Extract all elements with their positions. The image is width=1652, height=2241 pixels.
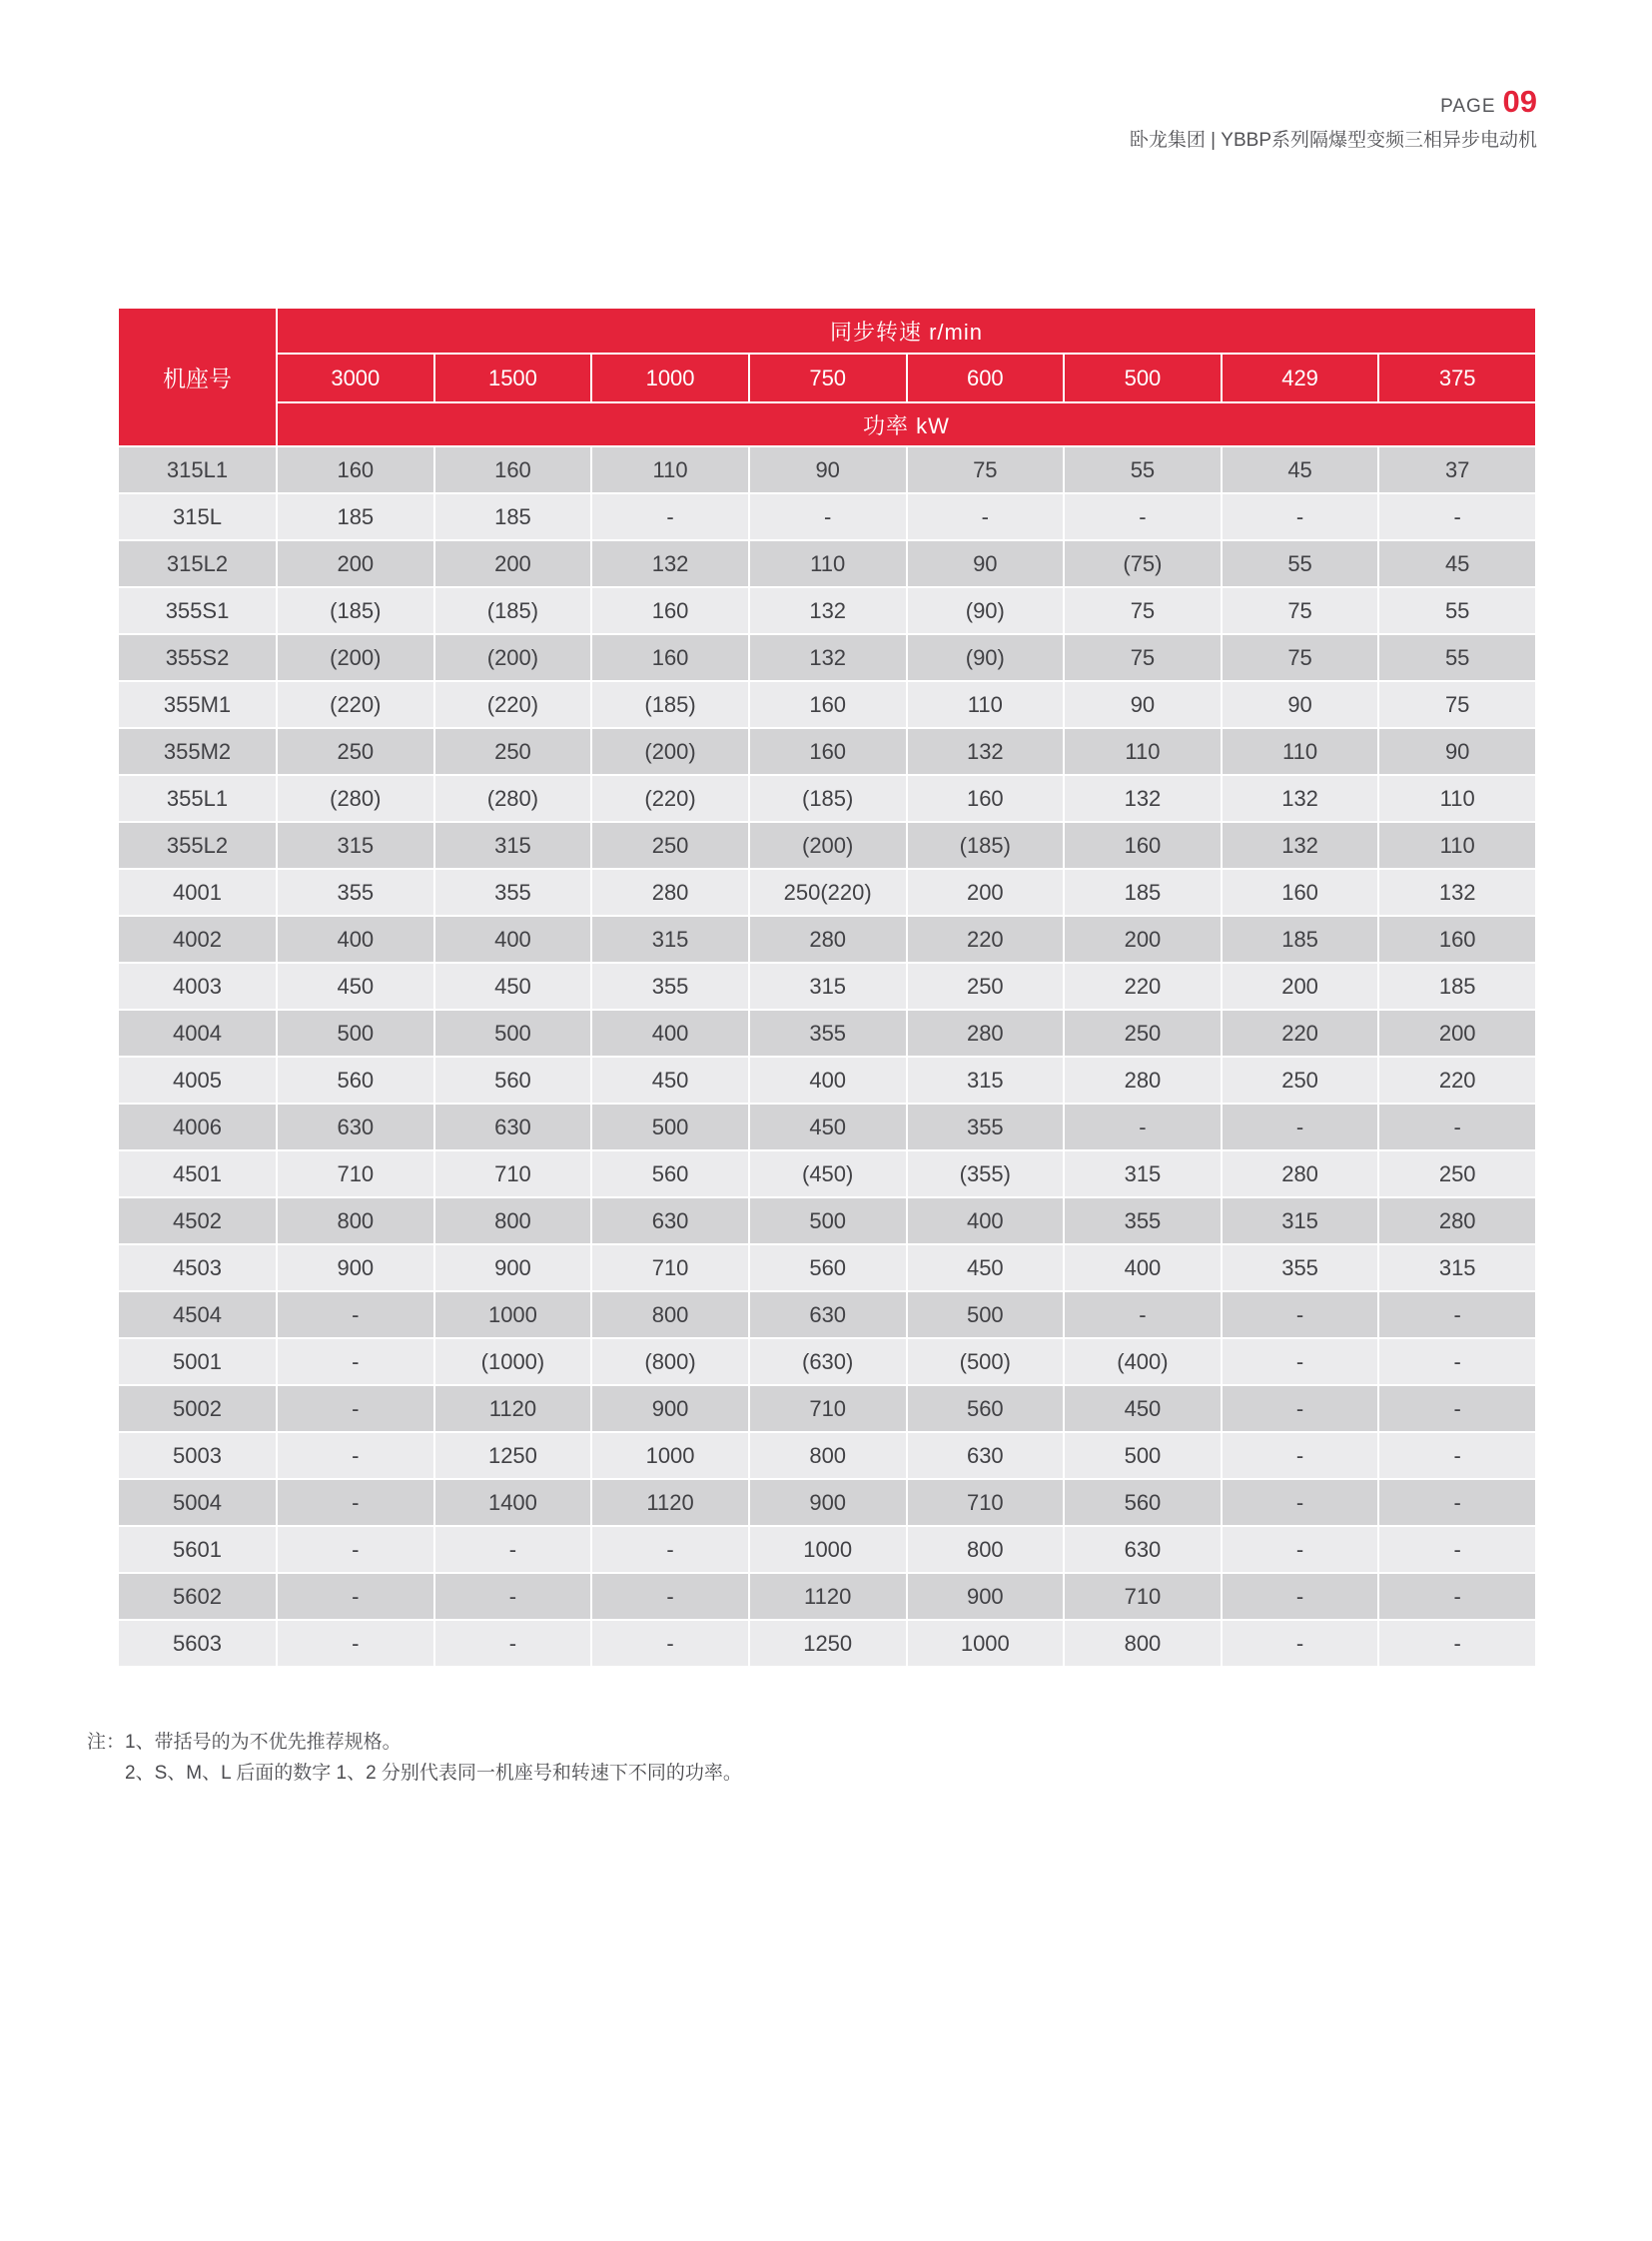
frame-size-cell: 4002: [118, 916, 277, 963]
power-value-cell: 315: [749, 963, 907, 1010]
power-value-cell: -: [1378, 1573, 1536, 1620]
power-value-cell: 1120: [749, 1573, 907, 1620]
power-value-cell: 710: [434, 1150, 592, 1197]
table-row: [118, 1573, 1536, 1620]
table-row: [118, 446, 1536, 493]
frame-size-cell: 4001: [118, 869, 277, 916]
power-value-cell: 400: [907, 1197, 1065, 1244]
power-value-cell: (75): [1064, 540, 1222, 587]
power-value-cell: (90): [907, 634, 1065, 681]
frame-size-cell: 4003: [118, 963, 277, 1010]
power-value-cell: 800: [434, 1197, 592, 1244]
note-item: 2、S、M、L 后面的数字 1、2 分别代表同一机座号和转速下不同的功率。: [125, 1763, 742, 1785]
power-value-cell: (280): [434, 775, 592, 822]
power-value-cell: 630: [907, 1432, 1065, 1479]
power-value-cell: 315: [1378, 1244, 1536, 1291]
power-value-cell: -: [1378, 1620, 1536, 1667]
power-value-cell: 400: [434, 916, 592, 963]
power-value-cell: 160: [1378, 916, 1536, 963]
power-value-cell: 450: [591, 1057, 749, 1104]
power-value-cell: 185: [277, 493, 434, 540]
power-value-cell: -: [434, 1526, 592, 1573]
frame-size-cell: 5003: [118, 1432, 277, 1479]
power-value-cell: (450): [749, 1150, 907, 1197]
power-value-cell: 220: [1064, 963, 1222, 1010]
power-value-cell: 1000: [434, 1291, 592, 1338]
power-value-cell: 132: [1064, 775, 1222, 822]
power-value-cell: -: [591, 493, 749, 540]
power-value-cell: 160: [277, 446, 434, 493]
power-value-cell: 355: [1222, 1244, 1379, 1291]
power-value-cell: -: [277, 1479, 434, 1526]
power-value-cell: 500: [277, 1010, 434, 1057]
power-value-cell: 900: [277, 1244, 434, 1291]
frame-size-cell: 355S1: [118, 587, 277, 634]
table-row: [118, 1197, 1536, 1244]
power-value-cell: 200: [1222, 963, 1379, 1010]
power-value-cell: -: [277, 1291, 434, 1338]
power-value-cell: 110: [907, 681, 1065, 728]
frame-size-cell: 355M2: [118, 728, 277, 775]
power-value-cell: 355: [749, 1010, 907, 1057]
frame-size-cell: 5001: [118, 1338, 277, 1385]
power-value-cell: 132: [1222, 822, 1379, 869]
power-value-cell: 630: [749, 1291, 907, 1338]
power-value-cell: -: [1378, 1385, 1536, 1432]
power-value-cell: 400: [1064, 1244, 1222, 1291]
frame-size-cell: 4501: [118, 1150, 277, 1197]
power-value-cell: 90: [1222, 681, 1379, 728]
power-value-cell: 560: [277, 1057, 434, 1104]
table-row: [118, 493, 1536, 540]
table-row: [118, 1385, 1536, 1432]
notes-list: [125, 1727, 742, 1790]
power-value-cell: 900: [591, 1385, 749, 1432]
power-value-cell: 110: [1222, 728, 1379, 775]
power-value-cell: 160: [749, 681, 907, 728]
note-item: 1、带括号的为不优先推荐规格。: [125, 1732, 402, 1753]
table-row: [118, 728, 1536, 775]
power-value-cell: -: [591, 1526, 749, 1573]
power-value-cell: 75: [1222, 587, 1379, 634]
power-value-cell: 250: [1378, 1150, 1536, 1197]
notes-prefix: 注：: [87, 1732, 126, 1753]
power-value-cell: 400: [591, 1010, 749, 1057]
power-value-cell: 1120: [434, 1385, 592, 1432]
power-value-cell: 355: [1064, 1197, 1222, 1244]
speed-column-header: 1000: [591, 354, 749, 402]
power-value-cell: -: [1222, 1573, 1379, 1620]
table-row: [118, 1150, 1536, 1197]
power-value-cell: (200): [749, 822, 907, 869]
power-value-cell: 110: [591, 446, 749, 493]
power-value-cell: -: [277, 1338, 434, 1385]
table-row: [118, 1291, 1536, 1338]
power-value-cell: 160: [591, 634, 749, 681]
power-value-cell: 160: [591, 587, 749, 634]
power-value-cell: 1000: [591, 1432, 749, 1479]
power-value-cell: -: [1222, 1526, 1379, 1573]
power-value-cell: 250: [277, 728, 434, 775]
power-value-cell: 37: [1378, 446, 1536, 493]
power-value-cell: -: [1064, 493, 1222, 540]
power-value-cell: 630: [591, 1197, 749, 1244]
table-row: [118, 1010, 1536, 1057]
power-value-cell: 220: [1378, 1057, 1536, 1104]
power-value-cell: 200: [907, 869, 1065, 916]
table-row: [118, 1620, 1536, 1667]
sync-speed-group-header: 同步转速 r/min: [277, 308, 1536, 354]
power-value-cell: 355: [277, 869, 434, 916]
power-value-cell: -: [1378, 1291, 1536, 1338]
power-value-cell: -: [907, 493, 1065, 540]
speed-column-header: 1500: [434, 354, 592, 402]
power-value-cell: -: [277, 1385, 434, 1432]
power-value-cell: 250: [1064, 1010, 1222, 1057]
frame-size-cell: 5002: [118, 1385, 277, 1432]
frame-size-cell: 4504: [118, 1291, 277, 1338]
frame-size-cell: 355L1: [118, 775, 277, 822]
power-value-cell: 1400: [434, 1479, 592, 1526]
power-value-cell: -: [1222, 1104, 1379, 1150]
power-value-cell: 200: [434, 540, 592, 587]
power-value-cell: 110: [1378, 775, 1536, 822]
power-value-cell: 710: [591, 1244, 749, 1291]
table-row: [118, 1057, 1536, 1104]
power-value-cell: (220): [591, 775, 749, 822]
power-value-cell: -: [591, 1573, 749, 1620]
frame-size-column-header: 机座号: [118, 308, 277, 446]
power-value-cell: 355: [907, 1104, 1065, 1150]
table-row: [118, 775, 1536, 822]
power-value-cell: 90: [1064, 681, 1222, 728]
power-value-cell: (400): [1064, 1338, 1222, 1385]
power-value-cell: 630: [1064, 1526, 1222, 1573]
power-value-cell: 250: [591, 822, 749, 869]
power-value-cell: -: [277, 1620, 434, 1667]
power-value-cell: 132: [749, 634, 907, 681]
power-value-cell: 315: [591, 916, 749, 963]
power-value-cell: 160: [1222, 869, 1379, 916]
power-value-cell: 132: [1378, 869, 1536, 916]
table-row: [118, 634, 1536, 681]
power-value-cell: 132: [907, 728, 1065, 775]
power-value-cell: 185: [434, 493, 592, 540]
power-value-cell: (185): [434, 587, 592, 634]
speed-columns-row: [118, 354, 1536, 402]
power-value-cell: 200: [1378, 1010, 1536, 1057]
power-value-cell: 560: [591, 1150, 749, 1197]
frame-size-cell: 5602: [118, 1573, 277, 1620]
table-row: [118, 916, 1536, 963]
power-value-cell: 560: [749, 1244, 907, 1291]
power-value-cell: 45: [1378, 540, 1536, 587]
power-spec-table: [117, 307, 1537, 1668]
speed-column-header: 429: [1222, 354, 1379, 402]
table-row: [118, 1338, 1536, 1385]
page-header: [1130, 86, 1537, 152]
power-value-cell: 1000: [907, 1620, 1065, 1667]
power-value-cell: -: [1064, 1291, 1222, 1338]
power-value-cell: 75: [1378, 681, 1536, 728]
power-value-cell: 132: [1222, 775, 1379, 822]
power-value-cell: (800): [591, 1338, 749, 1385]
power-value-cell: -: [1378, 1526, 1536, 1573]
power-value-cell: 250: [434, 728, 592, 775]
power-value-cell: 450: [749, 1104, 907, 1150]
frame-size-cell: 4502: [118, 1197, 277, 1244]
frame-size-cell: 5603: [118, 1620, 277, 1667]
power-value-cell: (200): [434, 634, 592, 681]
power-value-cell: 800: [749, 1432, 907, 1479]
power-value-cell: 110: [1064, 728, 1222, 775]
table-row: [118, 540, 1536, 587]
power-value-cell: 185: [1064, 869, 1222, 916]
power-value-cell: 200: [1064, 916, 1222, 963]
power-value-cell: -: [277, 1526, 434, 1573]
power-value-cell: 400: [277, 916, 434, 963]
power-value-cell: 710: [277, 1150, 434, 1197]
power-value-cell: 450: [277, 963, 434, 1010]
table-row: [118, 1104, 1536, 1150]
power-value-cell: -: [1222, 1620, 1379, 1667]
power-value-cell: 710: [749, 1385, 907, 1432]
power-value-cell: 1250: [749, 1620, 907, 1667]
power-value-cell: -: [591, 1620, 749, 1667]
power-value-cell: -: [1378, 1338, 1536, 1385]
power-value-cell: 500: [907, 1291, 1065, 1338]
power-value-cell: 560: [434, 1057, 592, 1104]
power-value-cell: -: [1378, 1432, 1536, 1479]
power-value-cell: 250: [907, 963, 1065, 1010]
power-value-cell: 45: [1222, 446, 1379, 493]
power-value-cell: 315: [907, 1057, 1065, 1104]
power-value-cell: -: [749, 493, 907, 540]
power-value-cell: 110: [1378, 822, 1536, 869]
power-value-cell: 355: [434, 869, 592, 916]
power-value-cell: 280: [1378, 1197, 1536, 1244]
power-value-cell: 315: [1222, 1197, 1379, 1244]
frame-size-cell: 5004: [118, 1479, 277, 1526]
power-value-cell: 560: [1064, 1479, 1222, 1526]
power-value-cell: 500: [749, 1197, 907, 1244]
power-value-cell: (185): [907, 822, 1065, 869]
power-value-cell: 55: [1064, 446, 1222, 493]
power-value-cell: 280: [749, 916, 907, 963]
power-value-cell: 55: [1222, 540, 1379, 587]
power-value-cell: 220: [1222, 1010, 1379, 1057]
speed-column-header: 375: [1378, 354, 1536, 402]
speed-column-header: 600: [907, 354, 1065, 402]
table-row: [118, 1526, 1536, 1573]
power-value-cell: 710: [907, 1479, 1065, 1526]
power-value-cell: -: [1222, 1432, 1379, 1479]
power-value-cell: -: [1378, 493, 1536, 540]
frame-size-cell: 4006: [118, 1104, 277, 1150]
power-value-cell: 250(220): [749, 869, 907, 916]
power-value-cell: (220): [277, 681, 434, 728]
frame-size-cell: 355M1: [118, 681, 277, 728]
frame-size-cell: 4503: [118, 1244, 277, 1291]
power-value-cell: 160: [907, 775, 1065, 822]
power-value-cell: 55: [1378, 587, 1536, 634]
power-value-cell: 630: [277, 1104, 434, 1150]
power-value-cell: 800: [1064, 1620, 1222, 1667]
power-value-cell: 220: [907, 916, 1065, 963]
frame-size-cell: 4004: [118, 1010, 277, 1057]
power-value-cell: (200): [277, 634, 434, 681]
table-row: [118, 869, 1536, 916]
power-value-cell: 800: [591, 1291, 749, 1338]
frame-size-cell: 315L1: [118, 446, 277, 493]
power-value-cell: 900: [907, 1573, 1065, 1620]
power-value-cell: 280: [591, 869, 749, 916]
power-value-cell: 900: [434, 1244, 592, 1291]
power-value-cell: 75: [1064, 634, 1222, 681]
table-body: [118, 446, 1536, 1667]
power-value-cell: -: [1222, 1338, 1379, 1385]
power-value-cell: 450: [907, 1244, 1065, 1291]
power-value-cell: 630: [434, 1104, 592, 1150]
power-value-cell: 315: [434, 822, 592, 869]
page-number: 09: [1502, 84, 1537, 119]
frame-size-cell: 5601: [118, 1526, 277, 1573]
power-value-cell: -: [1378, 1479, 1536, 1526]
power-value-cell: (355): [907, 1150, 1065, 1197]
table-row: [118, 1432, 1536, 1479]
power-value-cell: (220): [434, 681, 592, 728]
power-value-cell: 1250: [434, 1432, 592, 1479]
footnotes: [87, 1727, 742, 1790]
frame-size-cell: 355S2: [118, 634, 277, 681]
table-row: [118, 1244, 1536, 1291]
power-value-cell: 90: [907, 540, 1065, 587]
power-value-cell: 800: [907, 1526, 1065, 1573]
power-value-cell: 75: [907, 446, 1065, 493]
power-value-cell: (185): [749, 775, 907, 822]
doc-subtitle: 卧龙集团 | YBBP系列隔爆型变频三相异步电动机: [1129, 130, 1537, 151]
page-label: PAGE: [1440, 96, 1496, 117]
power-value-cell: (185): [277, 587, 434, 634]
frame-size-cell: 315L: [118, 493, 277, 540]
table-row: [118, 822, 1536, 869]
power-value-cell: 450: [1064, 1385, 1222, 1432]
table-row: [118, 963, 1536, 1010]
power-value-cell: 315: [1064, 1150, 1222, 1197]
power-value-cell: 132: [749, 587, 907, 634]
power-value-cell: -: [1222, 493, 1379, 540]
power-value-cell: 280: [1064, 1057, 1222, 1104]
table-row: [118, 1479, 1536, 1526]
power-value-cell: (90): [907, 587, 1065, 634]
power-value-cell: 75: [1222, 634, 1379, 681]
power-value-cell: 500: [434, 1010, 592, 1057]
power-value-cell: 280: [1222, 1150, 1379, 1197]
power-value-cell: -: [277, 1432, 434, 1479]
power-value-cell: 900: [749, 1479, 907, 1526]
power-value-cell: -: [1222, 1385, 1379, 1432]
power-value-cell: 185: [1378, 963, 1536, 1010]
power-value-cell: 280: [907, 1010, 1065, 1057]
power-value-cell: 185: [1222, 916, 1379, 963]
power-value-cell: -: [434, 1573, 592, 1620]
power-value-cell: 160: [1064, 822, 1222, 869]
frame-size-cell: 355L2: [118, 822, 277, 869]
power-value-cell: -: [1222, 1479, 1379, 1526]
power-value-cell: -: [1378, 1104, 1536, 1150]
power-value-cell: (200): [591, 728, 749, 775]
power-value-cell: 90: [749, 446, 907, 493]
frame-size-cell: 315L2: [118, 540, 277, 587]
page-number-line: [1130, 86, 1537, 118]
frame-size-cell: 4005: [118, 1057, 277, 1104]
power-value-cell: 250: [1222, 1057, 1379, 1104]
power-value-cell: 55: [1378, 634, 1536, 681]
power-unit-subheader: 功率 kW: [277, 402, 1536, 446]
table-row: [118, 681, 1536, 728]
power-value-cell: (1000): [434, 1338, 592, 1385]
table-header: [118, 308, 1536, 446]
power-value-cell: 1120: [591, 1479, 749, 1526]
power-value-cell: 800: [277, 1197, 434, 1244]
power-value-cell: 90: [1378, 728, 1536, 775]
power-value-cell: (280): [277, 775, 434, 822]
speed-column-header: 500: [1064, 354, 1222, 402]
power-value-cell: 160: [434, 446, 592, 493]
power-value-cell: 500: [591, 1104, 749, 1150]
power-value-cell: (630): [749, 1338, 907, 1385]
power-value-cell: 110: [749, 540, 907, 587]
power-value-cell: 400: [749, 1057, 907, 1104]
power-value-cell: 560: [907, 1385, 1065, 1432]
power-value-cell: 710: [1064, 1573, 1222, 1620]
power-value-cell: -: [1222, 1291, 1379, 1338]
power-value-cell: (500): [907, 1338, 1065, 1385]
power-value-cell: 500: [1064, 1432, 1222, 1479]
power-value-cell: 1000: [749, 1526, 907, 1573]
power-value-cell: -: [1064, 1104, 1222, 1150]
table-row: [118, 587, 1536, 634]
power-value-cell: 132: [591, 540, 749, 587]
power-value-cell: 315: [277, 822, 434, 869]
power-value-cell: 355: [591, 963, 749, 1010]
speed-column-header: 3000: [277, 354, 434, 402]
power-value-cell: 160: [749, 728, 907, 775]
power-value-cell: 200: [277, 540, 434, 587]
power-value-cell: (185): [591, 681, 749, 728]
power-value-cell: 450: [434, 963, 592, 1010]
power-value-cell: 75: [1064, 587, 1222, 634]
power-value-cell: -: [277, 1573, 434, 1620]
power-value-cell: -: [434, 1620, 592, 1667]
speed-column-header: 750: [749, 354, 907, 402]
